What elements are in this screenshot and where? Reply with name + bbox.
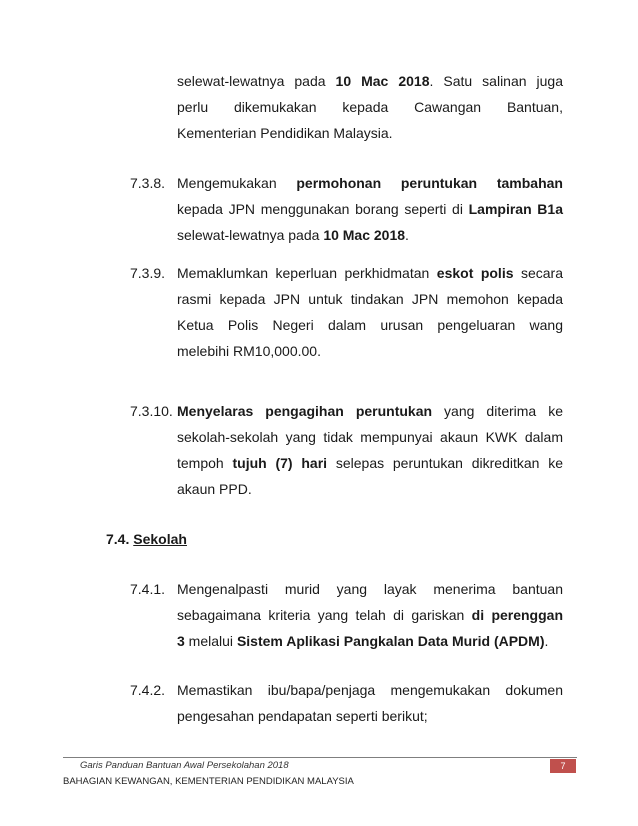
text-run: . — [405, 227, 409, 243]
text-line: melebihi RM10,000.00. — [177, 343, 321, 359]
section-title: Sekolah — [133, 531, 187, 547]
bold-term: Sistem Aplikasi Pangkalan Data Murid (APDM) — [236, 633, 545, 649]
footer-divider — [63, 757, 577, 758]
text-run: selepas peruntukan dikreditkan ke — [327, 455, 564, 471]
item-number: 7.3.9. — [130, 265, 166, 281]
bold-term: di perenggan — [471, 607, 564, 623]
text-run: yang diterima ke — [432, 403, 563, 419]
item-7-4-1 — [130, 576, 563, 654]
footer-department: BAHAGIAN KEWANGAN, KEMENTERIAN PENDIDIKAN MALAYSIA — [63, 776, 354, 787]
item-7-4-2 — [130, 677, 563, 729]
bold-date: 10 Mac 2018 — [335, 73, 430, 89]
text-line: Ketua Polis Negeri dalam urusan pengeluaran wang — [177, 317, 563, 333]
text-run: secara — [513, 265, 563, 281]
text-run: Memaklumkan keperluan perkhidmatan — [177, 265, 437, 281]
text-line: Kementerian Pendidikan Malaysia. — [177, 125, 393, 141]
item-7-3-8 — [130, 170, 563, 248]
text-line: Memastikan ibu/bapa/penjaga mengemukakan dokumen — [177, 682, 563, 698]
item-number: 7.3.8. — [130, 175, 166, 191]
bold-term: Lampiran B1a — [468, 201, 563, 217]
item-7-3-10 — [130, 398, 563, 502]
text-run: . Satu salinan juga — [429, 73, 563, 89]
bold-term: tujuh (7) hari — [232, 455, 328, 471]
bold-term: permohonan peruntukan tambahan — [296, 175, 563, 191]
text-run: Mengemukakan — [177, 175, 297, 191]
text-run: . — [544, 633, 549, 649]
section-number: 7.4. — [106, 531, 130, 547]
text-line: pengesahan pendapatan seperti berikut; — [177, 708, 428, 724]
text-run: kepada JPN menggunakan borang seperti di — [177, 201, 469, 217]
item-number: 7.4.2. — [130, 682, 166, 698]
section-heading-7-4 — [106, 526, 187, 552]
text-line: sekolah-sekolah yang tidak mempunyai akaun KWK dalam — [177, 429, 563, 445]
text-line: rasmi kepada JPN untuk tindakan JPN memohon kepada — [177, 291, 563, 307]
bold-term: Menyelaras pengagihan peruntukan — [177, 403, 433, 419]
bold-term: 3 — [177, 633, 185, 649]
text-run: melalui — [184, 633, 237, 649]
item-number: 7.3.10. — [130, 403, 173, 419]
text-run: tempoh — [177, 455, 233, 471]
text-line: Mengenalpasti murid yang layak menerima bantuan — [177, 581, 563, 597]
text-line: perlu dikemukakan kepada Cawangan Bantuan, — [177, 99, 563, 115]
bold-date: 10 Mac 2018 — [323, 227, 406, 243]
text-run: selewat-lewatnya pada — [177, 227, 324, 243]
item-7-3-9 — [130, 260, 563, 364]
text-run: selewat-lewatnya pada — [177, 73, 336, 89]
bold-term: eskot polis — [436, 265, 514, 281]
footer-document-title: Garis Panduan Bantuan Awal Persekolahan 2018 — [80, 760, 289, 771]
text-line: akaun PPD. — [177, 481, 252, 497]
page-number-badge: 7 — [550, 759, 576, 773]
continuation-paragraph — [177, 68, 563, 146]
text-run: sebagaimana kriteria yang telah di gariskan — [177, 607, 472, 623]
item-number: 7.4.1. — [130, 581, 166, 597]
